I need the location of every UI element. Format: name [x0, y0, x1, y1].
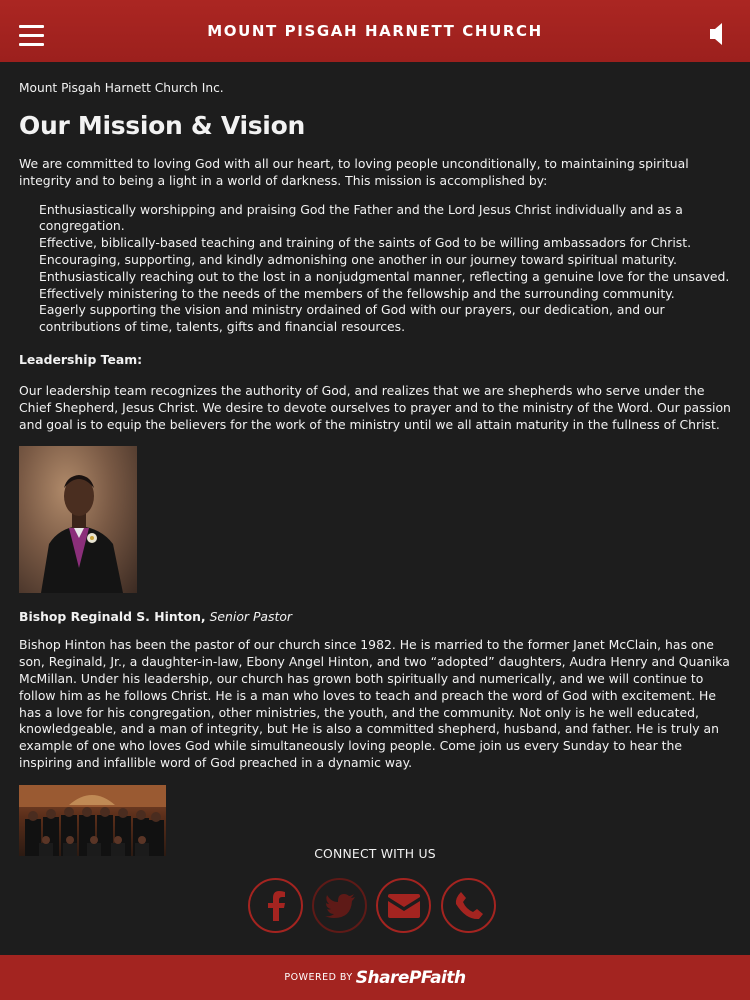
mission-item: Enthusiastically reaching out to the lost in a nonjudgmental manner, reflecting a genuine love for the unsaved.: [39, 268, 730, 284]
main-content: [19, 62, 733, 856]
phone-icon[interactable]: [441, 878, 496, 933]
mission-item: Encouraging, supporting, and kindly admonishing one another in our journey toward spiritual maturity.: [39, 251, 677, 267]
org-name: Mount Pisgah Harnett Church Inc.: [19, 81, 224, 95]
pastor-name: Bishop Reginald S. Hinton,: [19, 609, 206, 625]
hamburger-menu-icon[interactable]: [19, 25, 44, 47]
app-header: [0, 0, 750, 62]
pastor-bio: Bishop Hinton has been the pastor of our church since 1982. He is married to the former Janet McClain, has one son, Reginald, Jr., a daughter-in-law, Ebony Angel Hinton, and two “adopted” daughters, Audra Henry and Quanika McMillan. Under his leadership, our church has grown both spiritually and numerically, and we will continue to follow him as he follows Christ. He is a man who loves to teach and preach the word of God with excitement. He has a love for his congregation, other ministries, the youth, and the community. Not only is he well educated, knowledgeable, and a man of integrity, but He is also a committed shepherd, husband, and father. He is truly an example of one who loves God while simultaneously loving people. Come join us every Sunday to hear the inspiring and infallible word of God preached in a dynamic way.: [19, 637, 730, 770]
speaker-icon[interactable]: [708, 21, 728, 47]
pastor-title: Senior Pastor: [209, 609, 293, 625]
social-links: [248, 878, 500, 933]
connect-label: CONNECT WITH US: [314, 846, 436, 861]
leadership-text: Our leadership team recognizes the authority of God, and realizes that we are shepherds who serve under the Chief Shepherd, Jesus Christ. We desire to devote ourselves to prayer and to the ministry of the Word. Our passion and goal is to equip the believers for the work of the ministry until we all attain maturity in the fullness of Christ.: [19, 382, 731, 432]
facebook-icon[interactable]: [248, 878, 303, 933]
leadership-heading: Leadership Team:: [19, 351, 143, 367]
mission-list: [19, 202, 733, 336]
footer-bar: [0, 955, 750, 1000]
sharefaith-logo[interactable]: SharePFaith: [355, 967, 466, 988]
mission-item: Eagerly supporting the vision and ministry ordained of God with our prayers, our dedication, and our contributions of time, talents, gifts and financial resources.: [39, 302, 665, 335]
email-icon[interactable]: [376, 878, 431, 933]
pastor-caption: [19, 609, 733, 624]
mission-intro: We are committed to loving God with all our heart, to loving people unconditionally, to maintaining spiritual integrity and to being a light in a world of darkness. This mission is accomplished by:: [19, 156, 689, 188]
mission-item: Effective, biblically-based teaching and training of the saints of God to be willing ambassadors for Christ.: [39, 235, 692, 251]
pastor-portrait: [19, 446, 137, 593]
powered-by-label: POWERED BY: [284, 972, 353, 983]
mission-item: Enthusiastically worshipping and praising God the Father and the Lord Jesus Christ individually and as a congregation.: [39, 201, 683, 234]
section-heading: Our Mission & Vision: [19, 111, 305, 140]
page-title: MOUNT PISGAH HARNETT CHURCH: [207, 22, 543, 40]
twitter-icon[interactable]: [312, 878, 367, 933]
mission-item: Effectively ministering to the needs of the members of the fellowship and the surrounding community.: [39, 285, 675, 301]
